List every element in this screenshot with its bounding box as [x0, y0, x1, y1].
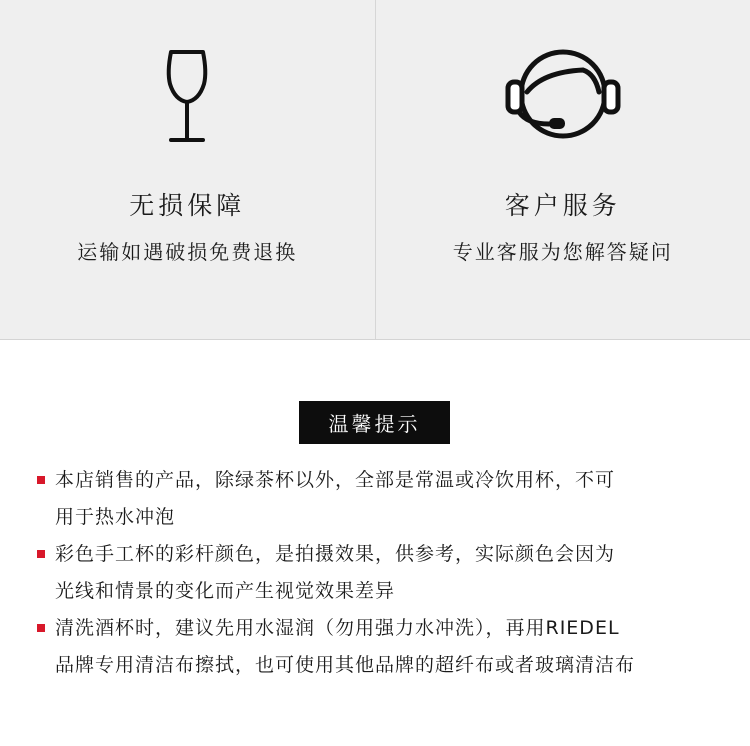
list-item: [37, 462, 727, 536]
bullet-square-icon: [37, 550, 45, 558]
tips-heading: 温馨提示: [299, 401, 450, 444]
tips-list: [37, 462, 727, 684]
list-item: [37, 610, 727, 684]
features-section: [0, 0, 750, 340]
tip-line: 用于热水冲泡: [55, 506, 176, 528]
tip-line: 本店销售的产品，除绿茶杯以外，全部是常温或冷饮用杯，不可: [55, 469, 616, 491]
wine-glass-icon: [127, 44, 247, 144]
bullet-square-icon: [37, 476, 45, 484]
bullet-square-icon: [37, 624, 45, 632]
tip-line: 光线和情景的变化而产生视觉效果差异: [55, 580, 396, 602]
feature-no-damage: [0, 0, 376, 339]
list-item: [37, 536, 727, 610]
feature-subtitle: 专业客服为您解答疑问: [452, 240, 673, 264]
feature-title: 无损保障: [129, 191, 246, 220]
feature-title: 客户服务: [504, 191, 621, 220]
tip-line: 品牌专用清洁布擦拭，也可使用其他品牌的超纤布或者玻璃清洁布: [55, 654, 636, 676]
customer-service-headset-icon: [503, 44, 623, 144]
feature-customer-service: [376, 0, 750, 339]
tip-line: 彩色手工杯的彩杆颜色，是拍摄效果，供参考，实际颜色会因为: [55, 543, 616, 565]
tip-line: 清洗酒杯时，建议先用水湿润（勿用强力水冲洗），再用RIEDEL: [55, 617, 620, 639]
feature-subtitle: 运输如遇破损免费退换: [77, 240, 298, 264]
